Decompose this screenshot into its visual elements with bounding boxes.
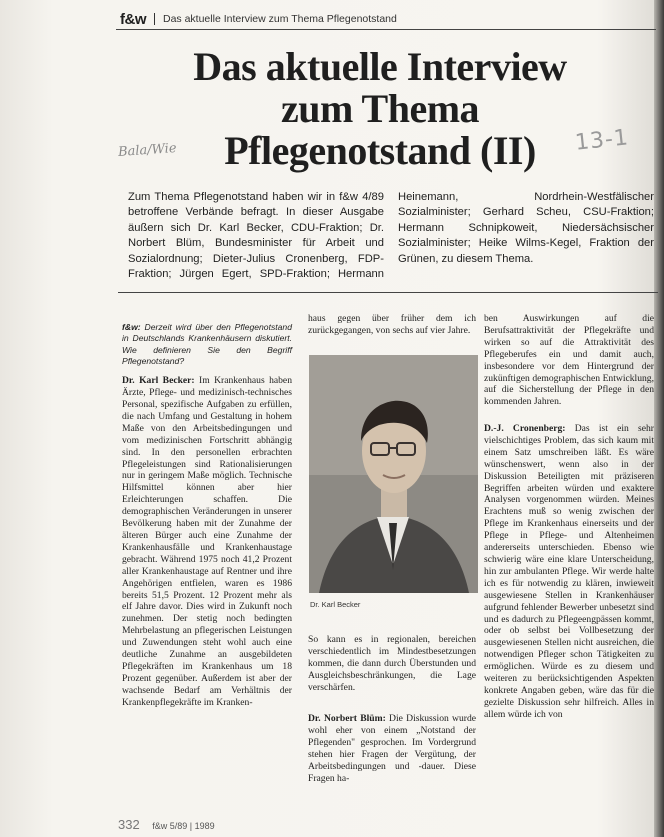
photo-caption: Dr. Karl Becker: [310, 600, 361, 609]
section-title: Das aktuelle Interview zum Thema Pflegenotstand: [163, 13, 397, 25]
title-line-2: zum Thema: [280, 86, 480, 131]
interview-question: [122, 322, 292, 367]
column-2-middle: So kann es in regionalen, bereichen verschiedentlich im Mindestbesetzungen kommen, die dann durch Überstunden und Ausgleichsbeschränkungen, die Lage verschärfen.: [308, 634, 476, 693]
column-2-bottom: [308, 713, 476, 784]
intro-rule: [118, 292, 658, 293]
running-header: [120, 11, 397, 27]
header-rule: [116, 29, 656, 30]
blum-text: Die Diskussion wurde wohl eher von einem „Notstand der Pflegenden" gesprochen. Im Vordergrund stehen hier Fragen der Vergütung, der Arbeitsbedingungen und -dauer. Diese Fragen ha-: [308, 713, 476, 784]
question-text: Derzeit wird über den Pflegenotstand in Deutschlands Krankenhäusern diskutiert. Wie definieren Sie den Begriff Pflegenotstand?: [122, 322, 292, 366]
speaker-blum: Dr. Norbert Blüm:: [308, 713, 386, 724]
column-2-top: haus gegen über früher dem ich zurückgegangen, von sechs auf vier Jahre.: [308, 313, 476, 336]
page-shadow: [654, 0, 664, 837]
intro-paragraph: Zum Thema Pflegenotstand haben wir in f&w 4/89 betroffene Verbände befragt. In dieser Ausgabe äußern sich Dr. Karl Becker, CDU-Fraktion; Dr. Norbert Blüm, Bundesminister für Arbeit und Sozialordnung; Dieter-Julius Cronenberg, FDP-Fraktion; Jürgen Egert, SPD-Fraktion; Hermann Heinemann, Nordrhein-Westfälischer Sozialminister; Gerhard Scheu, CSU-Fraktion; Hermann Schnipkoweit, Niedersächsischer Sozialminister; Heike Wilms-Kegel, Fraktion der Grünen, zu diesem Thema.: [128, 191, 654, 281]
page-number: 332: [118, 817, 140, 832]
question-prefix: f&w:: [122, 322, 141, 332]
speaker-becker: Dr. Karl Becker:: [122, 375, 195, 387]
becker-answer: [122, 375, 292, 708]
handwritten-note-right: 13-1: [573, 125, 631, 156]
cronenberg-text: Das ist ein sehr vielschichtiges Problem, das sich kaum mit einem Satz umschreiben läßt. Es wäre wünschenswert, wenn also in der Diskussion Beteiligten mit präziseren Begriffen arbeiten würden und exaktere Analysen vorgenommen würden. Meines Erachtens muß so wenig zwischen der Pflege im Krankenhaus einerseits und der Pflege in Pflege- und Altenheimen andererseits unterschieden. Ebenso wie schwierig wäre eine klare Unterscheidung, hin zur ambulanten Pflege. Wir werde halte ich es für notwendig zu klären, inwieweit ausgewiesene Stellen in Krankenhäuser aufgrund fehlender Bewerber unbesetzt sind und es dadurch zu Pflegeengpässen kommt, oder ob selbst bei Vollbesetzung der ausgewiesenen Stellen nicht ausreichen, die notwendigen Pfleger schon Tätigkeiten zu ermöglichen. Würde es zu diesem und weiteren zu berücksichtigenden Aspekten konkrete Angaben geben, wäre das für die gezielte Diskussion sehr hilfreich. Alles in allem würde ich von: [484, 423, 654, 720]
portrait-photo: [309, 355, 478, 593]
issue-label: f&w 5/89 | 1989: [152, 821, 215, 831]
page-footer: [118, 817, 215, 832]
magazine-logo: f&w: [120, 10, 146, 28]
handwritten-note-left: Bala/Wie: [117, 140, 178, 161]
column-1: [122, 322, 292, 709]
column-3-bottom: [484, 423, 654, 721]
title-line-3: Pflegenotstand (II): [224, 128, 536, 173]
header-divider: [154, 13, 155, 25]
title-line-1: Das aktuelle Interview: [193, 44, 567, 89]
article-title: [150, 46, 610, 172]
column-3-top: ben Auswirkungen auf die Berufsattraktivität der Pflegekräfte und wirken so auf die Attraktivität des Pflegeberufes ein und damit auch, insbesondere vor dem Hintergrund der zukünftigen demographischen Entwicklung, auf die Sicherstellung der Pflege in den kommenden Jahren.: [484, 313, 654, 408]
portrait-illustration: [309, 355, 478, 593]
becker-text: Im Krankenhaus haben Ärzte, Pflege- und medizinisch-technisches Personal, spezifische Aufgaben zu erfüllen, die nach Umfang und Gestaltung in hohem Maße von den Arbeitsbedingungen und vom medizinischen Fortschritt abhängig sind. In den personellen erbrachten Pflegeleistungen sind Rationalisierungen nur in geringem Maße möglich. Technische Hilfsmittel können aber hier Erleichterungen schaffen. Die demographischen Veränderungen in unserer Bevölkerung haben mit der Zunahme der älteren Bürger auch eine Zunahme der Krankenhausfälle und Krankenhaustage gebracht. Während 1975 noch 41,2 Prozent aller Krankenhaustage auf Rentner und ihre Angehörigen entfielen, waren es 1986 bereits 51,5 Prozent. 12 Prozent mehr als elf Jahre davor. Dies wird in Zukunft noch zunehmen. Der stetig noch bedingten Mehrbelastung an pflegerischen Leistungen und Zuwendungen steht wohl auch eine deutliche Zunahme an ausgebildeten Pflegekräften im Krankenhaus um 18 Prozent gegenüber. Außerdem ist aber der wachsende Bedarf am Verhältnis der Krankenpflegekräfte im Kranken-: [122, 375, 292, 708]
speaker-cronenberg: D.-J. Cronenberg:: [484, 423, 566, 434]
